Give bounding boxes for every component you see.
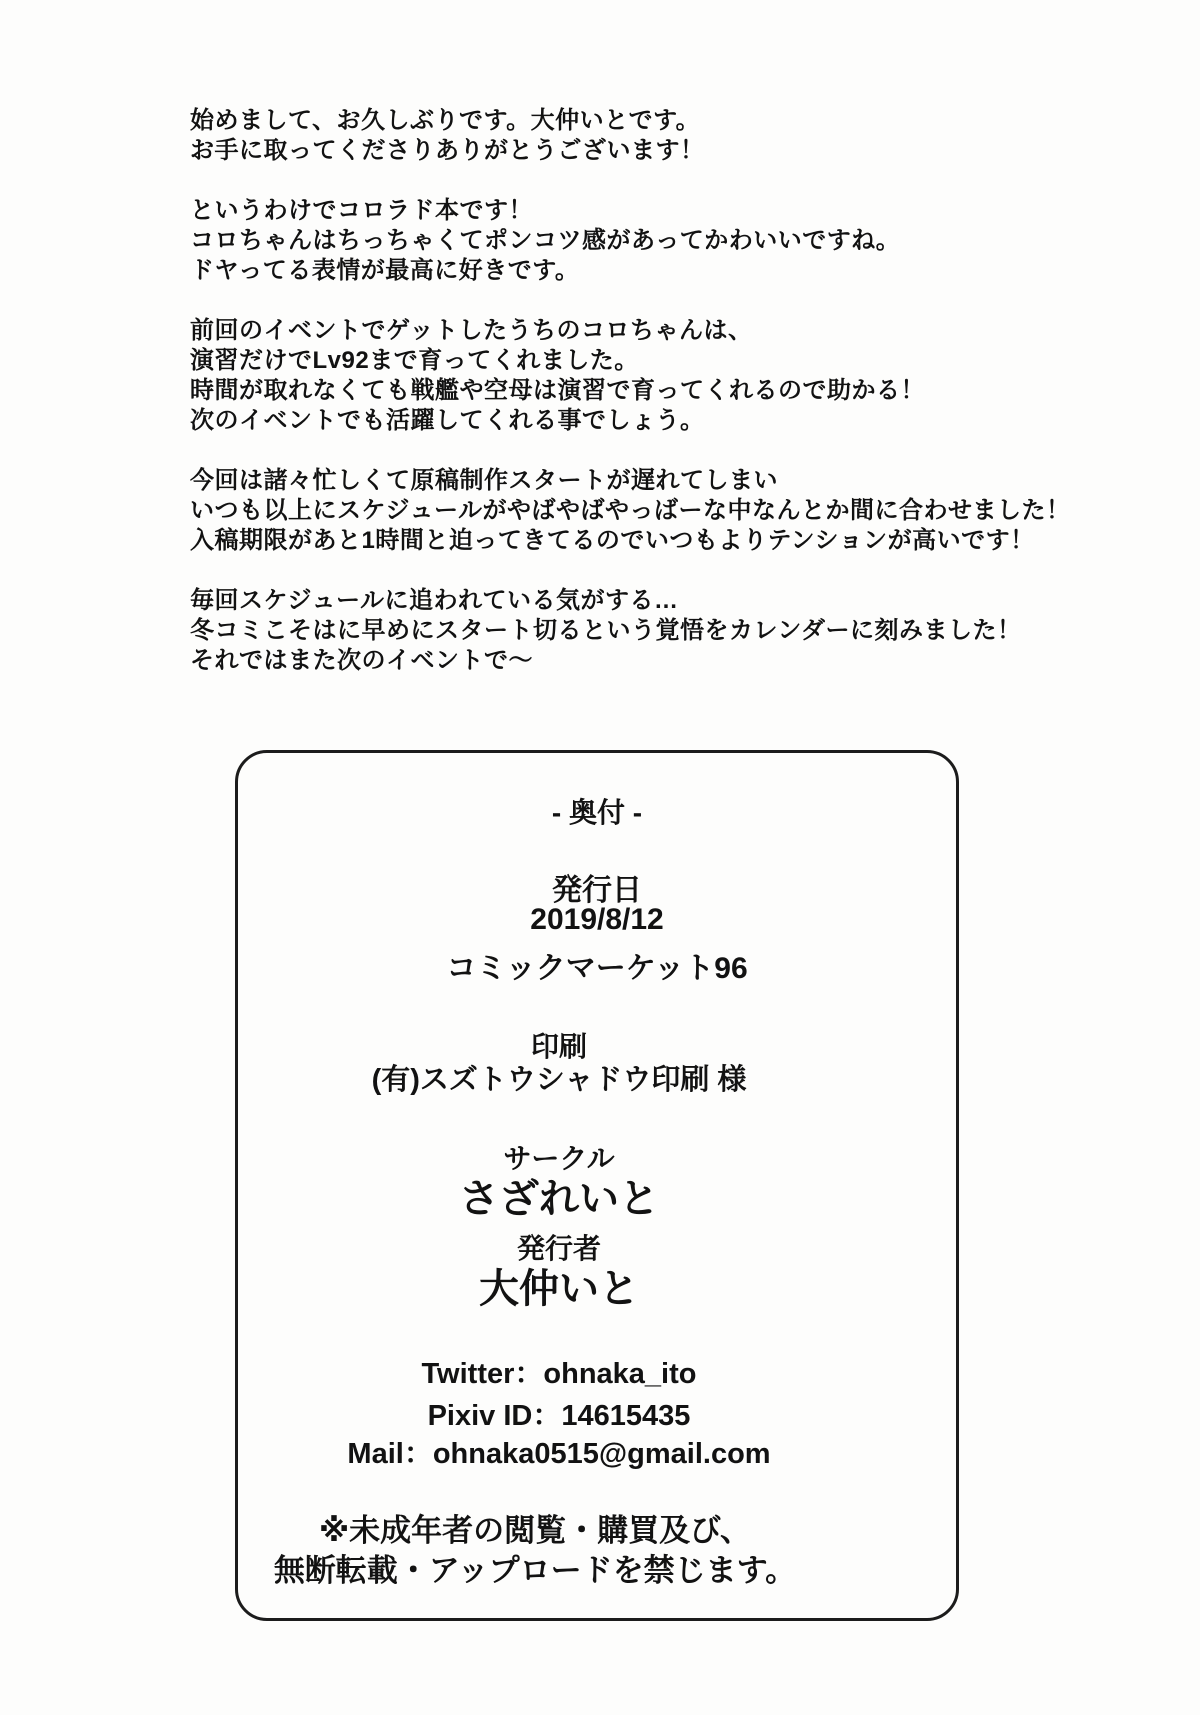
- afterword-line: というわけでコロラド本です！: [190, 197, 533, 224]
- afterword-line-spacer: [190, 556, 1071, 586]
- notice-line-1: ※未成年者の閲覧・購買及び、: [319, 1513, 751, 1548]
- afterword-line: 前回のイベントでゲットしたうちのコロちゃんは、: [190, 317, 753, 344]
- afterword-line: 次のイベントでも活躍してくれる事でしょう。: [190, 407, 705, 434]
- afterword-line: 冬コミこそはに早めにスタート切るという覚悟をカレンダーに刻みました！: [190, 617, 1022, 644]
- publication-date-label: 発行日: [552, 874, 642, 907]
- circle-name: さざれいと: [459, 1177, 659, 1221]
- afterword-line: 今回は諸々忙しくて原稿制作スタートが遅れてしまい: [190, 467, 778, 494]
- afterword-line-spacer: [190, 436, 1071, 466]
- publication-event: コミックマーケット96: [446, 952, 748, 985]
- notice-line-2: 無断転載・アップロードを禁じます。: [273, 1553, 797, 1588]
- twitter-contact: Twitter：ohnaka_ito: [421, 1358, 697, 1390]
- colophon-title: - 奥付 -: [551, 797, 643, 828]
- afterword-line: お手に取ってくださりありがとうございます！: [190, 137, 705, 164]
- circle-label: サークル: [503, 1143, 615, 1174]
- afterword-line-spacer: [190, 286, 1071, 316]
- afterword-line-spacer: [190, 166, 1071, 196]
- publisher-name: 大仲いと: [479, 1267, 639, 1311]
- pixiv-contact: Pixiv ID：14615435: [427, 1400, 691, 1432]
- afterword-text-block: [190, 106, 1071, 676]
- afterword-line: 毎回スケジュールに追われている気がする…: [190, 587, 679, 614]
- afterword-line: いつも以上にスケジュールがやばやばやっばーな中なんとか間に合わせました！: [190, 497, 1071, 524]
- afterword-line: 始めまして、お久しぶりです。大仲いとです。: [190, 107, 701, 134]
- colophon-box: [235, 750, 959, 1621]
- publication-date: 2019/8/12: [530, 903, 664, 936]
- afterword-line: ドヤってる表情が最高に好きです。: [190, 257, 580, 284]
- printing-label: 印刷: [530, 1031, 587, 1062]
- afterword-line: 演習だけでLv92まで育ってくれました。: [190, 347, 639, 374]
- afterword-line: 時間が取れなくても戦艦や空母は演習で育ってくれるので助かる！: [190, 377, 925, 404]
- printer-name: (有)スズトウシャドウ印刷 様: [371, 1064, 747, 1096]
- mail-contact: Mail：ohnaka0515@gmail.com: [347, 1438, 771, 1470]
- afterword-line: コロちゃんはちっちゃくてポンコツ感があってかわいいですね。: [190, 227, 901, 254]
- afterword-line: それではまた次のイベントで～: [190, 647, 533, 674]
- afterword-line: 入稿期限があと1時間と迫ってきてるのでいつもよりテンションが高いです！: [190, 527, 1035, 554]
- publisher-label: 発行者: [516, 1233, 601, 1264]
